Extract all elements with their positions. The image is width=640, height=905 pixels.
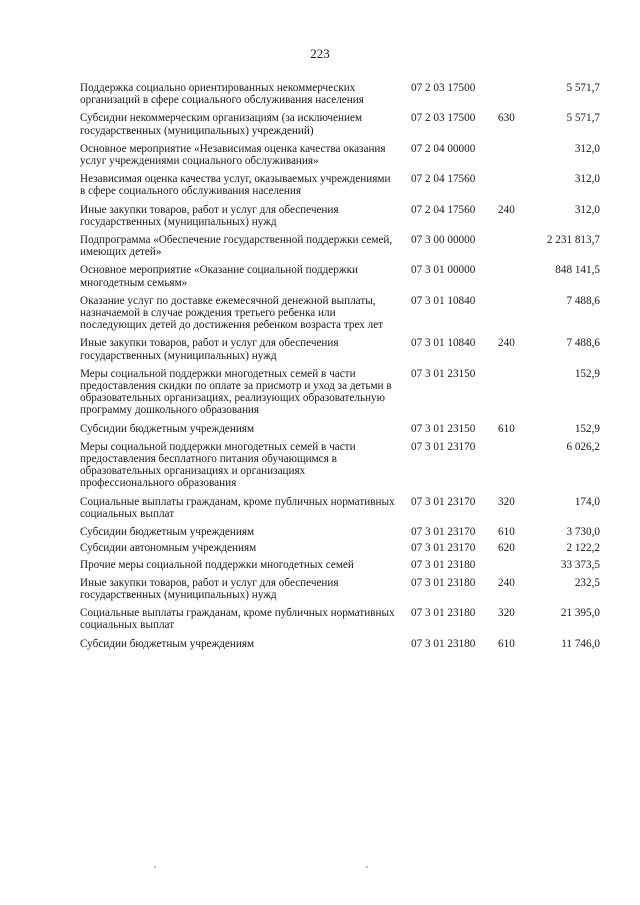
row-name: Субсидии автономным учреждениям bbox=[80, 542, 257, 555]
row-sum: 312,0 bbox=[574, 203, 600, 216]
row-name: Прочие меры социальной поддержки многодетных семей bbox=[80, 558, 354, 571]
row-sum: 152,9 bbox=[574, 367, 600, 380]
row-vr: 610 bbox=[498, 422, 515, 435]
table-row bbox=[80, 337, 600, 361]
row-code: 07 3 01 23180 bbox=[411, 576, 476, 589]
row-name: Подпрограмма «Обеспечение государственной поддержки семей, имеющих детей» bbox=[80, 234, 393, 259]
row-code: 07 2 04 17560 bbox=[411, 173, 476, 186]
row-name: Основное мероприятие «Независимая оценка качества оказания услуг учреждениями социального обслуживания» bbox=[80, 142, 386, 168]
row-sum: 6 026,2 bbox=[566, 440, 600, 453]
row-name: Социальные выплаты гражданам, кроме публичных нормативных социальных выплат bbox=[80, 495, 395, 520]
row-sum: 7 488,6 bbox=[566, 294, 600, 307]
row-code: 07 3 01 23180 bbox=[411, 558, 476, 571]
table-row bbox=[80, 295, 600, 332]
row-name: Социальные выплаты гражданам, кроме публичных нормативных социальных выплат bbox=[80, 607, 395, 632]
row-vr: 240 bbox=[498, 337, 515, 350]
table-row bbox=[80, 607, 600, 631]
row-code: 07 3 01 23150 bbox=[411, 422, 476, 435]
row-vr: 240 bbox=[498, 203, 515, 216]
row-vr: 620 bbox=[498, 542, 515, 555]
table-row bbox=[80, 234, 600, 258]
table-row bbox=[80, 173, 600, 197]
row-name: Иные закупки товаров, работ и услуг для обеспечения государственных (муниципальных) нужд bbox=[80, 576, 339, 601]
row-code: 07 3 01 10840 bbox=[411, 337, 476, 350]
row-name: Поддержка социально ориентированных некоммерческих организаций в сфере социального обслуживания населения bbox=[80, 82, 364, 107]
row-name: Субсидии бюджетным учреждениям bbox=[80, 526, 255, 539]
row-sum: 5 571,7 bbox=[566, 82, 600, 94]
row-code: 07 3 01 23170 bbox=[411, 495, 476, 508]
table-row bbox=[80, 82, 600, 106]
row-name: Меры социальной поддержки многодетных семей в части предоставления скидки по оплате за присмотр и уход за детьми в образовательных организациях, реализующих образовательную программу дошкольного образования bbox=[80, 367, 392, 417]
row-code: 07 2 04 00000 bbox=[411, 142, 476, 155]
row-code: 07 3 01 23180 bbox=[411, 637, 476, 650]
row-sum: 2 122,2 bbox=[566, 542, 600, 555]
row-name: Субсидии бюджетным учреждениям bbox=[80, 422, 255, 435]
row-sum: 7 488,6 bbox=[566, 337, 600, 350]
row-sum: 232,5 bbox=[574, 576, 600, 589]
row-vr: 630 bbox=[498, 112, 515, 125]
page-number: 223 bbox=[310, 46, 330, 61]
table-row bbox=[80, 496, 600, 520]
row-sum: 848 141,5 bbox=[555, 264, 600, 277]
row-name: Иные закупки товаров, работ и услуг для обеспечения государственных (муниципальных) нужд bbox=[80, 337, 339, 362]
row-code: 07 3 01 23170 bbox=[411, 526, 476, 539]
table-row bbox=[80, 423, 600, 435]
table-row bbox=[80, 368, 600, 417]
row-vr: 240 bbox=[498, 576, 515, 589]
row-name: Оказание услуг по доставке ежемесячной денежной выплаты, назначаемой в случае рождения третьего ребенка или последующих детей до достижения ребенком возраста трех лет bbox=[80, 294, 384, 332]
table-row bbox=[80, 559, 600, 571]
table-row bbox=[80, 112, 600, 136]
row-sum: 21 395,0 bbox=[560, 607, 600, 620]
row-vr: 610 bbox=[498, 526, 515, 539]
table-row bbox=[80, 542, 600, 554]
table-row bbox=[80, 441, 600, 490]
row-name: Меры социальной поддержки многодетных семей в части предоставления бесплатного питания обучающимся в образовательных организациях и организациях профессионального образования bbox=[80, 440, 356, 490]
row-code: 07 3 01 23170 bbox=[411, 440, 476, 453]
table-row bbox=[80, 264, 600, 288]
row-sum: 152,9 bbox=[574, 422, 600, 435]
row-code: 07 3 00 00000 bbox=[411, 234, 476, 247]
row-sum: 5 571,7 bbox=[566, 112, 600, 125]
scan-speck bbox=[154, 866, 156, 868]
table-row bbox=[80, 577, 600, 601]
row-code: 07 3 01 00000 bbox=[411, 264, 476, 277]
row-sum: 312,0 bbox=[574, 173, 600, 186]
row-sum: 174,0 bbox=[574, 495, 600, 508]
budget-table bbox=[80, 82, 600, 650]
row-sum: 33 373,5 bbox=[560, 558, 600, 571]
row-name: Субсидии бюджетным учреждениям bbox=[80, 637, 255, 650]
row-code: 07 2 04 17560 bbox=[411, 203, 476, 216]
row-vr: 320 bbox=[498, 495, 515, 508]
row-sum: 3 730,0 bbox=[566, 526, 600, 539]
table-row bbox=[80, 638, 600, 650]
row-code: 07 2 03 17500 bbox=[411, 82, 476, 94]
row-sum: 11 746,0 bbox=[561, 637, 600, 650]
table-row bbox=[80, 143, 600, 167]
row-code: 07 2 03 17500 bbox=[411, 112, 476, 125]
row-name: Субсидии некоммерческим организациям (за исключением государственных (муниципальных) учреждений) bbox=[80, 112, 363, 137]
row-name: Независимая оценка качества услуг, оказываемых учреждениями в сфере социального обслуживания населения bbox=[80, 173, 391, 198]
table-row bbox=[80, 204, 600, 228]
row-code: 07 3 01 23150 bbox=[411, 367, 476, 380]
row-name: Иные закупки товаров, работ и услуг для обеспечения государственных (муниципальных) нужд bbox=[80, 203, 339, 228]
scan-speck bbox=[366, 866, 368, 868]
row-code: 07 3 01 23170 bbox=[411, 542, 476, 555]
row-name: Основное мероприятие «Оказание социальной поддержки многодетным семьям» bbox=[80, 264, 358, 289]
row-code: 07 3 01 23180 bbox=[411, 607, 476, 620]
row-sum: 2 231 813,7 bbox=[546, 234, 600, 247]
row-vr: 320 bbox=[498, 607, 515, 620]
table-row bbox=[80, 526, 600, 538]
row-vr: 610 bbox=[498, 637, 515, 650]
row-code: 07 3 01 10840 bbox=[411, 294, 476, 307]
row-sum: 312,0 bbox=[574, 142, 600, 155]
